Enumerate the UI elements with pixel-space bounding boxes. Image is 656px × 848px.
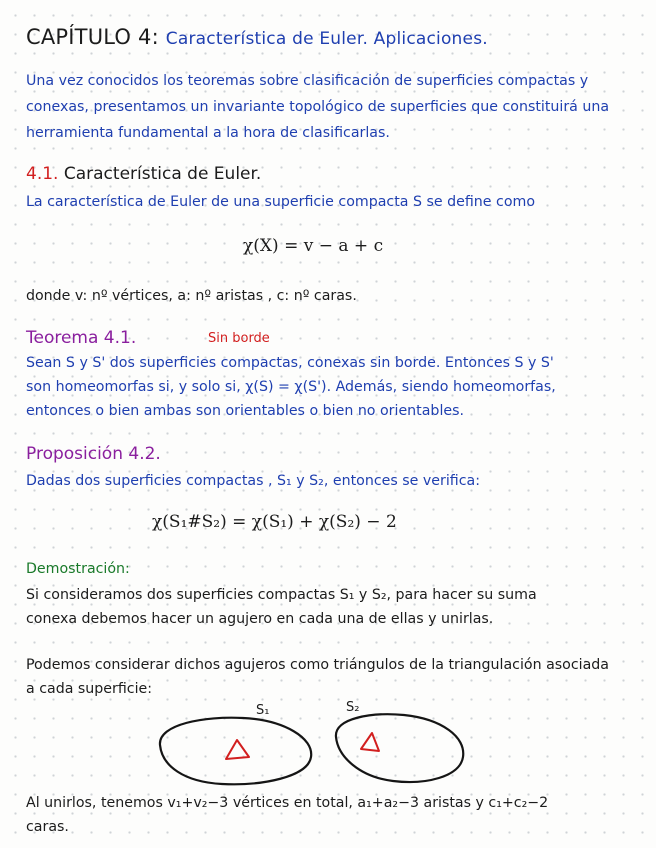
conclusion-line-1: Al unirlos, tenemos v₁+v₂−3 vértices en total, a₁+a₂−3 aristas y c₁+c₂−2 [26,795,549,811]
intro-line-2: conexas, presentamos un invariante topológico de superficies que constituirá una [26,99,610,115]
theorem-line-1: Sean S y S' dos superficies compactas, conexas sin borde. Entonces S y S' [26,355,554,371]
section-title: Característica de Euler. [63,164,262,184]
intro-line-1: Una vez conocidos los teoremas sobre clasificación de superficies compactas y [26,73,589,89]
proposition-label: Proposición 4.2. [26,444,161,464]
euler-formula: χ(X) = v − a + c [243,236,384,256]
theorem-label: Teorema 4.1. [26,328,137,348]
proof-line-1: Si consideramos dos superficies compactas S₁ y S₂, para hacer su suma [26,587,537,603]
chapter-label: CAPÍTULO 4: [26,25,159,49]
proposition-statement: Dadas dos superficies compactas , S₁ y S₂, entonces se verifica: [26,473,480,489]
proof-line-5: a cada superficie: [26,681,153,697]
surface-s2-outline [336,714,463,782]
surface-label-s1: S₁ [256,703,270,718]
surface-label-s2: S₂ [346,700,360,715]
proof-line-4: Podemos considerar dichos agujeros como triángulos de la triangulación asociada [26,657,609,673]
chapter-title: Característica de Euler. Aplicaciones. [165,29,488,49]
proof-line-2: conexa debemos hacer un agujero en cada una de ellas y unirlas. [26,611,494,627]
triangle-hole-s1 [226,740,249,759]
section-number: 4.1. [26,164,59,184]
surface-s1-outline [160,718,311,785]
definition-text: La característica de Euler de una superficie compacta S se define como [26,194,536,210]
triangle-hole-s2 [361,733,379,751]
proposition-formula: χ(S₁#S₂) = χ(S₁) + χ(S₂) − 2 [152,512,397,532]
proof-label: Demostración: [26,561,130,577]
theorem-line-3: entonces o bien ambas son orientables o bien no orientables. [26,403,465,419]
conclusion-line-2: caras. [26,819,69,835]
formula-legend: donde v: nº vértices, a: nº aristas , c: nº caras. [26,288,357,304]
theorem-line-2: son homeomorfas si, y solo si, χ(S) = χ(S'). Además, siendo homeomorfas, [26,379,556,395]
intro-line-3: herramienta fundamental a la hora de clasificarlas. [26,125,390,141]
theorem-note: Sin borde [208,331,270,346]
